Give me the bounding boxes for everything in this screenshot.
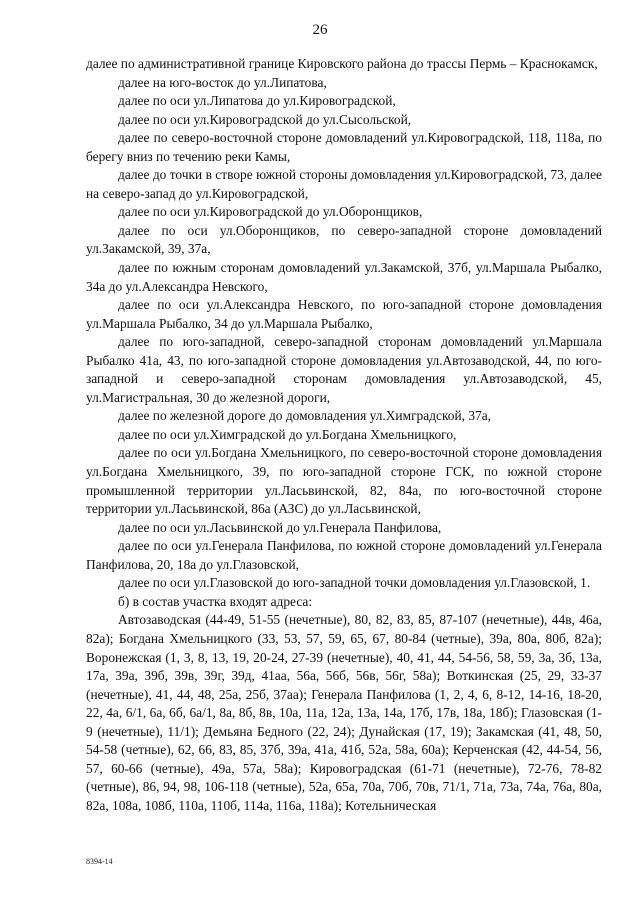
paragraph: далее по оси ул.Ласьвинской до ул.Генерала Панфилова,: [118, 519, 442, 535]
paragraph: далее по северо-восточной стороне домовладений ул.Кировоградской, 118, 118а, по берегу вниз по течению реки Камы,: [86, 130, 602, 164]
paragraph: далее по железной дороге до домовладения ул.Химградской, 37а,: [118, 408, 492, 424]
paragraph: далее по административной границе Кировского района до трассы Пермь – Краснокамск,: [86, 56, 598, 71]
paragraph: далее на юго-восток до ул.Липатова,: [118, 74, 327, 90]
paragraph: далее по оси ул.Химградской до ул.Богдана Хмельницкого,: [118, 426, 457, 442]
paragraph: далее по оси ул.Липатова до ул.Кировоградской,: [118, 93, 396, 109]
paragraph: Автозаводская (44-49, 51-55 (нечетные), 80, 82, 83, 85, 87-107 (нечетные), 44в, 46а, 82а); Богдана Хмельницкого (33, 53, 57, 59, 65, 67, 80-84 (четные), 39а, 80а, 80б, 82а); Воронежская (1, 3, 8, 13, 19, 20-24, 27-39 (нечетные), 40, 41, 44, 54-56, 58, 59, 3а, 3б, 13а, 17а, 39а, 39б, 39в, 39г, 39д, 41аа, 56а, 56б, 56в, 56г, 58а); Воткинская (25, 29, 33-37 (нечетные), 41, 44, 48, 25а, 25б, 37аа); Генерала Панфилова (1, 2, 4, 6, 8-12, 14-16, 18-20, 22, 4а, 6/1, 6а, 6б, 6а/1, 8а, 8б, 8в, 10а, 11а, 12а, 13а, 14а, 17б, 17в, 18а, 18б); Глазовская (1-9 (нечетные), 11/1); Демьяна Бедного (22, 24); Дунайская (17, 19); Закамская (41, 48, 50, 54-58 (четные), 62, 66, 83, 85, 37б, 39а, 41а, 41б, 52а, 58а, 60а); Керченская (42, 44-54, 56, 57, 60-66 (четные), 49а, 57а, 58а); Кировоградская (61-71 (нечетные), 72-76, 78-82 (четные), 86, 94, 98, 106-118 (четные), 52а, 65а, 70а, 70б, 70в, 71/1, 71а, 73а, 74а, 76а, 80а, 82а, 108а, 108б, 110а, 110б, 114а, 116а, 118а); Котельническая: [86, 612, 602, 813]
paragraph: далее по оси ул.Глазовской до юго-западной точки домовладения ул.Глазовской, 1.: [118, 575, 591, 591]
paragraph: далее по юго-западной, северо-западной сторонам домовладений ул.Маршала Рыбалко 41а, 43, по юго-западной стороне домовладения ул.Автозаводской, 44, по юго-западной и северо-западной сторонам домовладения ул.Автозаводской, 45, ул.Магистральная, 30 до железной дороги,: [86, 334, 602, 405]
document-code: 8394-14: [86, 857, 113, 866]
paragraph: далее по оси ул.Кировоградской до ул.Оборонщиков,: [118, 204, 423, 220]
paragraph: далее по южным сторонам домовладений ул.Закамской, 37б, ул.Маршала Рыбалко, 34а до ул.Александра Невского,: [86, 260, 602, 294]
paragraph: далее по оси ул.Генерала Панфилова, по южной стороне домовладений ул.Генерала Панфилова, 20, 18а до ул.Глазовской,: [86, 538, 602, 572]
paragraph: далее по оси ул.Александра Невского, по юго-западной стороне домовладения ул.Маршала Рыбалко, 34 до ул.Маршала Рыбалко,: [86, 297, 602, 331]
paragraph: далее по оси ул.Кировоградской до ул.Сысольской,: [118, 111, 412, 127]
page-number: 26: [312, 22, 328, 38]
document-body: [86, 55, 602, 815]
paragraph: далее по оси ул.Оборонщиков, по северо-западной стороне домовладений ул.Закамской, 39, 37а,: [86, 222, 602, 257]
paragraph: далее по оси ул.Богдана Хмельницкого, по северо-восточной стороне домовладения ул.Богдана Хмельницкого, 39, по юго-западной стороне ГСК, по южной стороне промышленной территории ул.Ласьвинской, 82, 84а, по юго-восточной стороне территории ул.Ласьвинской, 86а (АЗС) до ул.Ласьвинской,: [86, 445, 602, 517]
paragraph: далее до точки в створе южной стороны домовладения ул.Кировоградской, 73, далее на северо-запад до ул.Кировоградской,: [86, 167, 602, 201]
paragraph: б) в состав участка входят адреса:: [118, 593, 313, 609]
